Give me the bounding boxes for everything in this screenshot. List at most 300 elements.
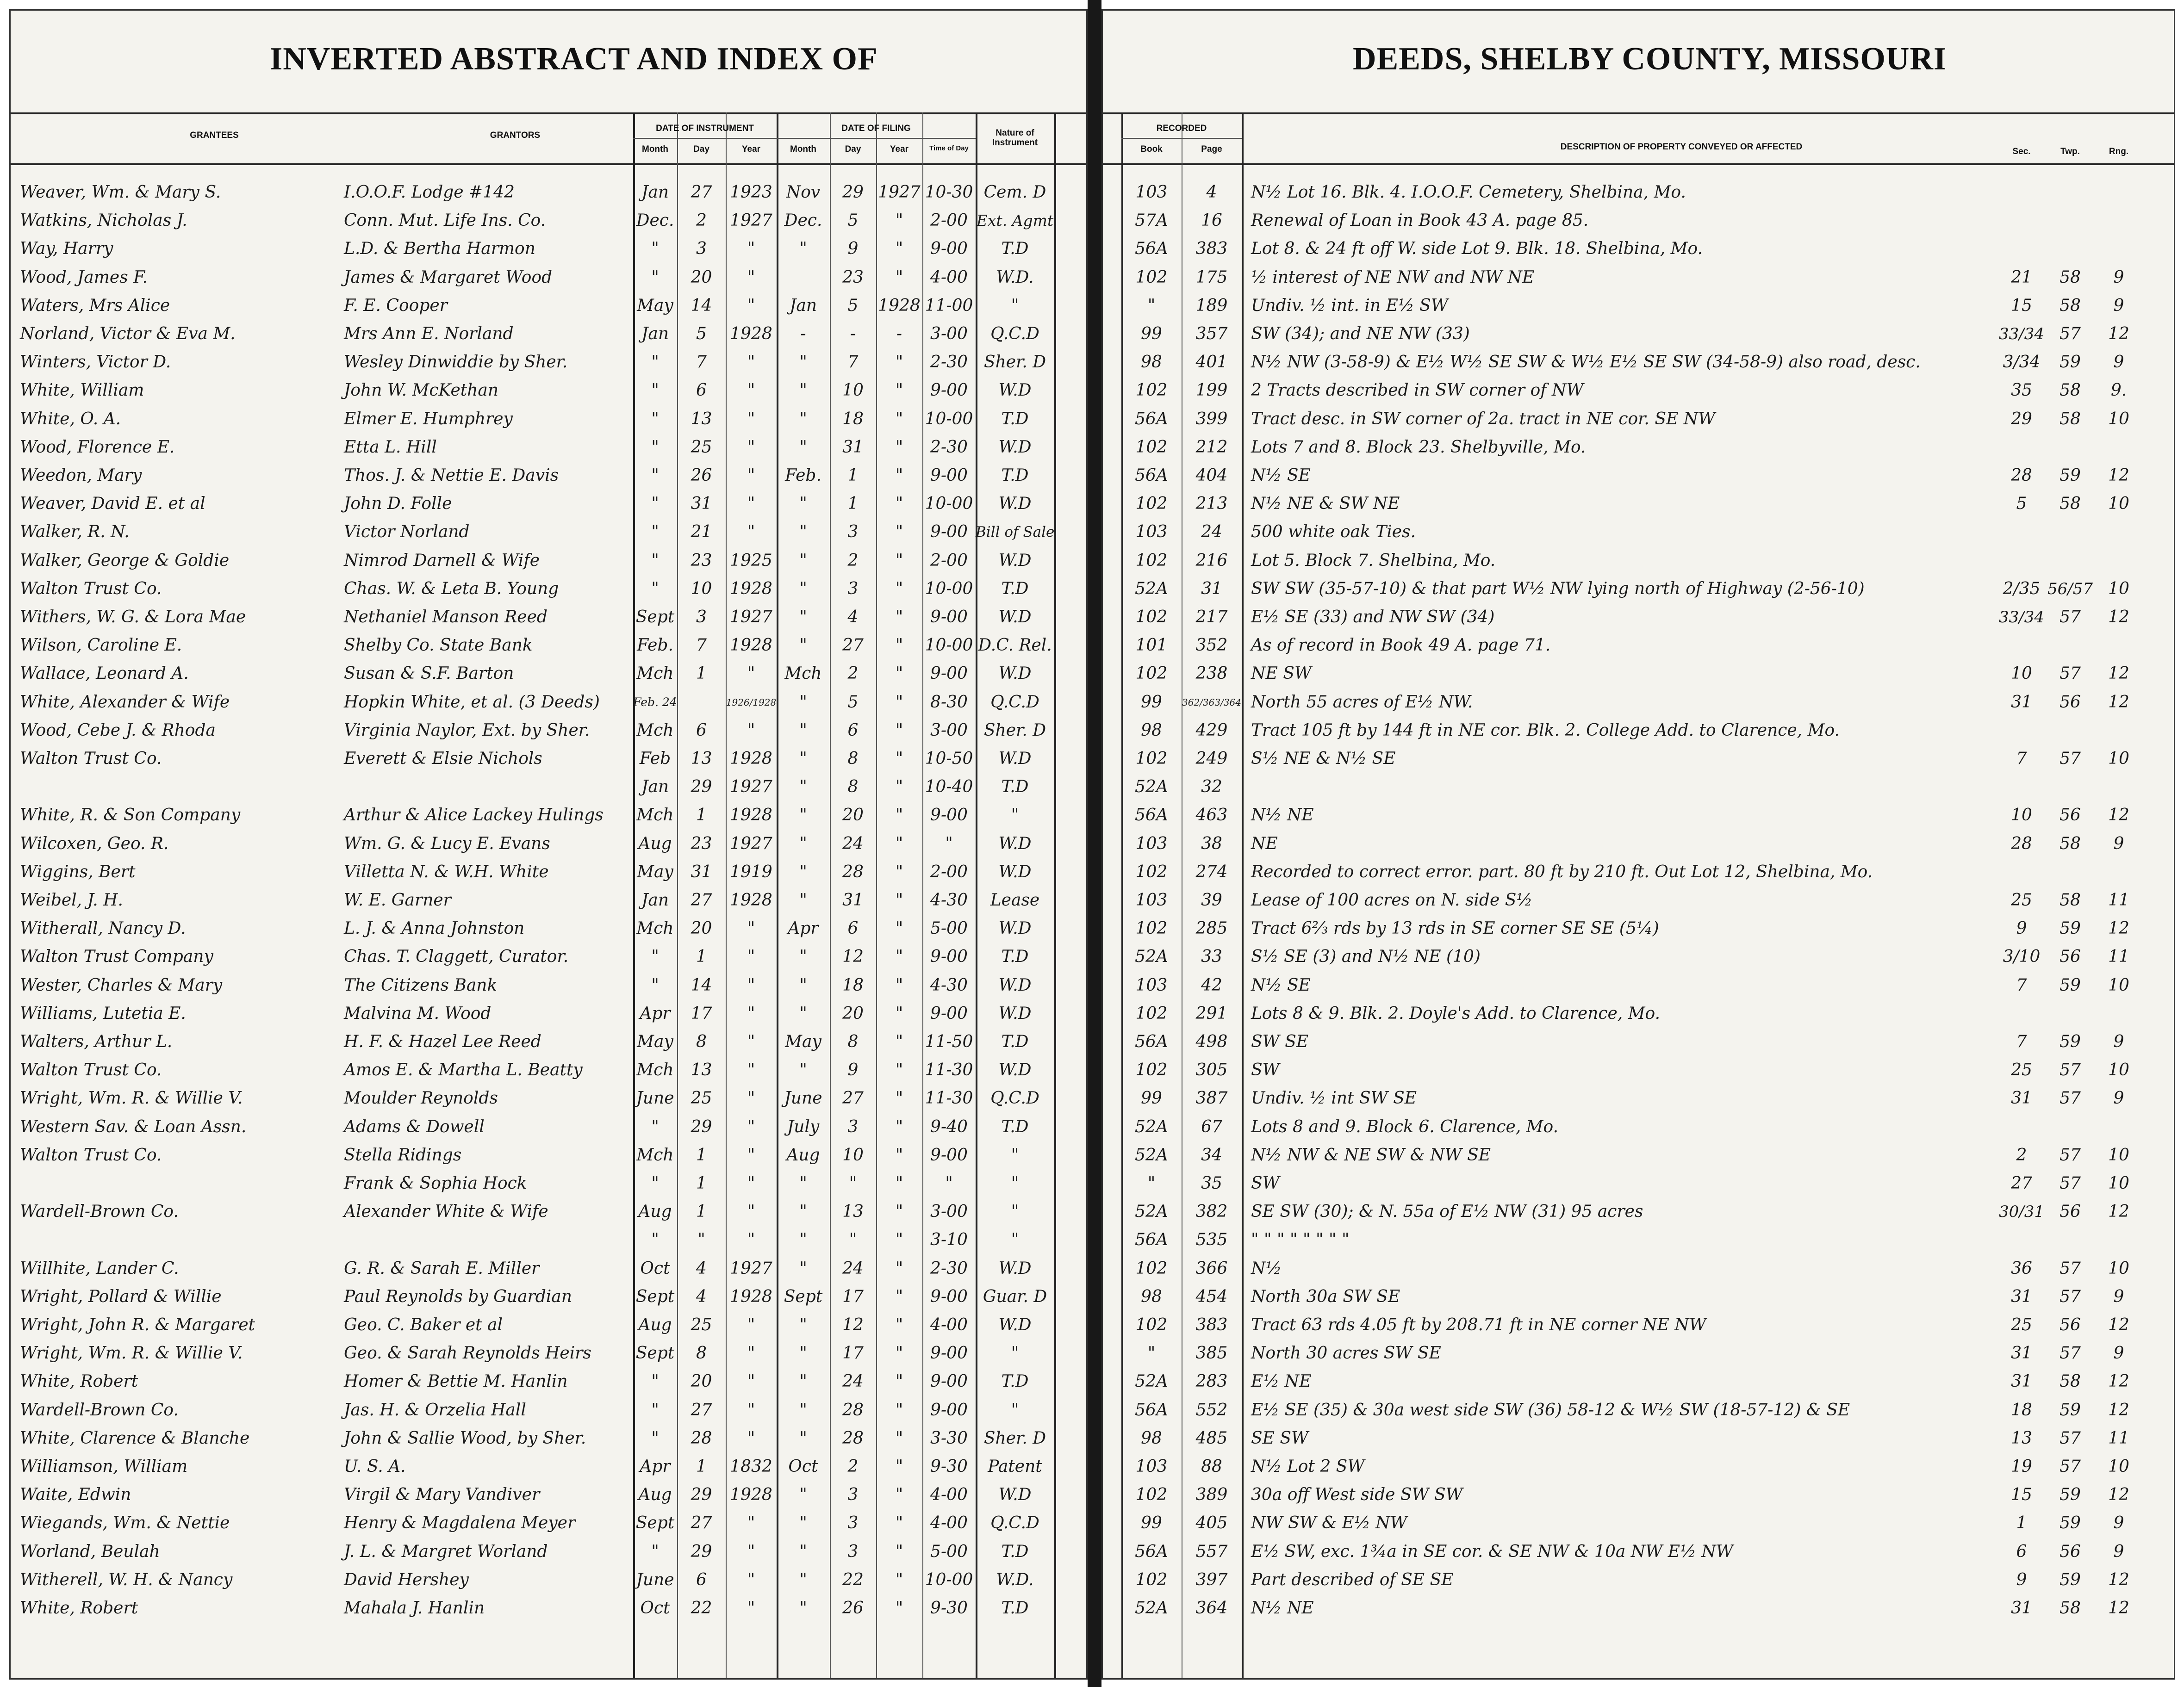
filing-month-cell: "	[799, 636, 807, 655]
filing-month-cell: Apr	[788, 919, 819, 938]
instrument-year-cell: "	[747, 409, 755, 428]
instrument-month-cell: Mch	[636, 919, 674, 938]
book-cell: 103	[1135, 522, 1168, 542]
instrument-month-cell: Apr	[640, 1004, 671, 1023]
nature-header: Nature of Instrument	[992, 128, 1038, 148]
grantee-cell: Walton Trust Co.	[20, 579, 162, 598]
filing-day-cell: 28	[842, 1428, 864, 1448]
left-table-row	[11, 1400, 1086, 1421]
description-cell: SW SW (35-57-10) & that part W½ NW lying north of Highway (2-56-10)	[1251, 579, 1865, 598]
instrument-day-cell: 3	[696, 239, 707, 259]
instrument-year-cell: "	[747, 947, 755, 967]
nature-cell: W.D	[998, 834, 1032, 853]
book-gutter	[1088, 0, 1101, 1687]
twp-cell: 57	[2060, 664, 2081, 683]
grantee-cell: Wardell-Brown Co.	[20, 1400, 179, 1420]
instrument-month-cell: Mch	[636, 664, 674, 683]
grantor-cell: Amos E. & Martha L. Beatty	[344, 1061, 583, 1080]
instrument-day-cell: 27	[691, 891, 712, 910]
grantor-cell: Hopkin White, et al. (3 Deeds)	[344, 692, 600, 712]
filing-year-cell: 1927	[878, 183, 921, 202]
instrument-day-cell: 1	[696, 806, 707, 825]
book-cell: 56A	[1135, 466, 1168, 485]
recorded-header: RECORDED	[1156, 124, 1207, 133]
instrument-day-cell: 14	[691, 296, 712, 315]
description-header: DESCRIPTION OF PROPERTY CONVEYED OR AFFECTED	[1560, 142, 1803, 152]
instrument-day-cell: 20	[691, 1372, 712, 1391]
rng-cell: 10	[2108, 1174, 2129, 1193]
twp-cell: 58	[2060, 1599, 2081, 1618]
filing-year-cell: "	[895, 975, 903, 995]
book-cell: 98	[1141, 1287, 1162, 1306]
twp-cell: 57	[2060, 1344, 2081, 1363]
page-cell: 463	[1195, 806, 1228, 825]
grantee-cell: Willhite, Lander C.	[20, 1259, 179, 1278]
instrument-year-cell: "	[747, 1344, 755, 1363]
date-of-filing-header: DATE OF FILING	[841, 124, 911, 133]
grantor-cell: John & Sallie Wood, by Sher.	[344, 1428, 586, 1448]
page-cell: 4	[1206, 183, 1217, 202]
sec-cell: 5	[2016, 494, 2027, 514]
right-table-row	[1103, 267, 2174, 288]
instrument-day-cell: 5	[696, 324, 707, 343]
instrument-year-cell: "	[747, 466, 755, 485]
right-table-row	[1103, 493, 2174, 515]
filing-day-cell: 20	[842, 1004, 864, 1023]
instrument-day-cell: 3	[696, 608, 707, 626]
rng-cell: 9	[2113, 1542, 2124, 1561]
filing-day-cell: 18	[842, 975, 864, 995]
filing-year-cell: "	[895, 692, 903, 712]
grantee-cell: Watkins, Nicholas J.	[20, 211, 187, 230]
time-of-day-cell: 10-00	[925, 409, 973, 428]
filing-year-cell: "	[895, 1400, 903, 1420]
grantee-cell: Way, Harry	[20, 239, 113, 259]
rng-cell: 12	[2108, 919, 2129, 938]
nature-cell: W.D	[998, 608, 1032, 626]
page-cell: 387	[1195, 1089, 1228, 1108]
sec-cell: 31	[2011, 692, 2032, 712]
filing-month-cell: June	[784, 1089, 822, 1108]
rng-cell: 12	[2108, 608, 2129, 626]
book-cell: 102	[1135, 551, 1168, 570]
description-cell: NW SW & E½ NW	[1251, 1513, 1407, 1533]
filing-year-cell: "	[895, 381, 903, 400]
filing-month-cell: "	[799, 891, 807, 910]
filing-day-cell: 27	[842, 636, 864, 655]
grantee-cell: Weaver, Wm. & Mary S.	[20, 183, 221, 202]
grantor-cell: Villetta N. & W.H. White	[344, 862, 549, 881]
instrument-year-cell: "	[747, 1117, 755, 1136]
right-table-row	[1103, 1031, 2174, 1053]
book-cell: 99	[1141, 692, 1162, 712]
twp-cell: 57	[2060, 324, 2081, 343]
filing-day-cell: 29	[842, 183, 864, 202]
grantor-cell: L. J. & Anna Johnston	[344, 919, 525, 938]
book-cell: 56A	[1135, 1542, 1168, 1561]
description-cell: N½ NW (3-58-9) & E½ W½ SE SW & W½ E½ SE SW (34-58-9) also road, desc.	[1251, 353, 1921, 372]
twp-cell: 58	[2060, 267, 2081, 287]
instrument-month-cell: "	[651, 522, 659, 542]
page-cell: 405	[1195, 1513, 1228, 1533]
description-cell: " " " " " " " "	[1251, 1230, 1350, 1250]
book-cell: 56A	[1135, 239, 1168, 259]
nature-cell: T.D	[1001, 947, 1029, 967]
left-table-row	[11, 1173, 1086, 1194]
filing-day-cell: 3	[847, 1513, 859, 1533]
instrument-day-cell: 20	[691, 267, 712, 287]
filing-month-cell: "	[799, 1344, 807, 1363]
filing-month-cell: "	[799, 1061, 807, 1080]
nature-cell: W.D	[998, 862, 1032, 881]
description-cell: Lots 8 and 9. Block 6. Clarence, Mo.	[1251, 1117, 1559, 1136]
page-cell: 485	[1195, 1428, 1228, 1448]
page-cell: 399	[1195, 409, 1228, 428]
filing-month-cell: Dec.	[784, 211, 822, 230]
sec-header: Sec.	[2012, 147, 2031, 156]
filing-year-cell: -	[896, 324, 902, 343]
instrument-month-cell: "	[651, 947, 659, 967]
nature-cell: W.D	[998, 664, 1032, 683]
time-of-day-cell: 11-30	[925, 1089, 973, 1108]
filing-year-cell: "	[895, 862, 903, 881]
filing-year-cell: "	[895, 1287, 903, 1306]
grantee-cell: White, Alexander & Wife	[20, 692, 230, 712]
book-cell: 52A	[1135, 1202, 1168, 1222]
nature-cell: Q.C.D	[990, 692, 1039, 712]
nature-cell: Q.C.D	[990, 1089, 1039, 1108]
time-of-day-cell: 9-00	[930, 1372, 968, 1391]
left-table-row	[11, 1428, 1086, 1449]
grantor-cell: Jas. H. & Orzelia Hall	[344, 1400, 526, 1420]
time-of-day-cell: 4-00	[930, 1485, 968, 1505]
grantor-cell: David Hershey	[344, 1570, 469, 1589]
left-table-row	[11, 437, 1086, 458]
filing-day-cell: 9	[847, 1061, 859, 1080]
twp-cell: 56/57	[2047, 579, 2093, 598]
time-of-day-cell: 9-00	[930, 239, 968, 259]
sec-cell: 3/10	[2003, 947, 2041, 967]
rng-cell: 9	[2113, 834, 2124, 853]
twp-cell: 56	[2060, 947, 2081, 967]
grantor-cell: H. F. & Hazel Lee Reed	[344, 1032, 541, 1051]
filing-day-cell: 8	[847, 749, 859, 768]
nature-cell: T.D	[1001, 1599, 1029, 1618]
page-cell: 67	[1201, 1117, 1222, 1136]
page-cell: 16	[1201, 211, 1222, 230]
nature-cell: W.D.	[996, 267, 1034, 287]
book-cell: 102	[1135, 1570, 1168, 1589]
book-cell: 56A	[1135, 409, 1168, 428]
grantee-cell: Wright, Wm. R. & Willie V.	[20, 1089, 243, 1108]
page-cell: 283	[1195, 1372, 1228, 1391]
time-of-day-cell: 3-00	[930, 324, 968, 343]
filing-month-cell: "	[799, 551, 807, 570]
sec-cell: 36	[2011, 1259, 2032, 1278]
instrument-day-cell: 27	[691, 1513, 712, 1533]
instrument-year-cell: 1919	[730, 862, 772, 881]
filing-month-cell: Nov	[786, 183, 821, 202]
filing-day-cell: 26	[842, 1599, 864, 1618]
left-table-row	[11, 210, 1086, 231]
grantor-cell: Everett & Elsie Nichols	[344, 749, 542, 768]
filing-month-cell: "	[799, 720, 807, 740]
description-cell: SW	[1251, 1061, 1280, 1080]
sec-cell: 18	[2011, 1400, 2032, 1420]
grantee-cell: Walker, George & Goldie	[20, 551, 230, 570]
filing-month-cell: Sept	[784, 1287, 823, 1306]
grantor-cell: L.D. & Bertha Harmon	[344, 239, 535, 259]
filing-day-cell: 28	[842, 862, 864, 881]
instrument-day-cell: 2	[696, 211, 707, 230]
filing-year-cell: "	[895, 494, 903, 514]
time-of-day-cell: 9-00	[930, 1400, 968, 1420]
rng-cell: 10	[2108, 749, 2129, 768]
time-of-day-cell: 9-00	[930, 1344, 968, 1363]
grantee-cell: Wilson, Caroline E.	[20, 636, 182, 655]
right-table-row	[1103, 1229, 2174, 1251]
instrument-year-cell: "	[747, 1174, 755, 1193]
left-table-row	[11, 295, 1086, 316]
grantee-cell: Wood, Cebe J. & Rhoda	[20, 720, 216, 740]
sec-cell: 31	[2011, 1344, 2032, 1363]
instrument-day-cell: 29	[691, 1542, 712, 1561]
instrument-day-cell: 8	[696, 1032, 707, 1051]
grantor-cell: John D. Folle	[344, 494, 452, 514]
sec-cell: 2/35	[2003, 579, 2041, 598]
filing-day-cell: 2	[847, 664, 859, 683]
twp-cell: 56	[2060, 1202, 2081, 1222]
nature-cell: Guar. D	[983, 1287, 1047, 1306]
grantee-cell: White, Robert	[20, 1372, 138, 1391]
page-cell: 35	[1201, 1174, 1222, 1193]
rng-cell: 10	[2108, 975, 2129, 995]
filing-month-cell: "	[799, 947, 807, 967]
instrument-day-cell: 27	[691, 183, 712, 202]
sec-cell: 10	[2011, 664, 2032, 683]
filing-year-cell: "	[895, 1513, 903, 1533]
instrument-day-cell: 13	[691, 409, 712, 428]
twp-cell: 59	[2060, 353, 2081, 372]
grantee-cell: White, Clarence & Blanche	[20, 1428, 250, 1448]
filing-month-cell: -	[800, 324, 806, 343]
grantor-cell: John W. McKethan	[344, 381, 499, 400]
instrument-month-cell: "	[651, 1117, 659, 1136]
instrument-month-cell: "	[651, 494, 659, 514]
instrument-month-cell: Feb	[639, 749, 671, 768]
twp-cell: 57	[2060, 1061, 2081, 1080]
filing-year-cell: "	[895, 1259, 903, 1278]
right-table-row	[1103, 1088, 2174, 1109]
right-table-row	[1103, 748, 2174, 769]
right-table-row	[1103, 776, 2174, 798]
sec-cell: 19	[2011, 1457, 2032, 1476]
instrument-month-cell: Sept	[635, 1287, 675, 1306]
right-table-row	[1103, 578, 2174, 600]
description-cell: E½ SW, exc. 1¾a in SE cor. & SE NW & 10a NW E½ NW	[1251, 1542, 1733, 1561]
filing-month-cell: "	[799, 1570, 807, 1589]
grantee-cell: Williams, Lutetia E.	[20, 1004, 186, 1023]
instrument-year-cell: "	[747, 437, 755, 457]
instrument-year-cell: "	[747, 720, 755, 740]
description-cell: N½ SE	[1251, 975, 1311, 995]
instrument-month-cell: May	[637, 862, 673, 881]
left-table-row	[11, 409, 1086, 430]
instrument-month-cell: "	[651, 267, 659, 287]
nature-cell: W.D.	[996, 1570, 1034, 1589]
filing-year-cell: "	[895, 777, 903, 797]
header-bottom-rule	[1103, 163, 2174, 165]
instrument-month-cell: Mch	[636, 1145, 674, 1165]
nature-cell: W.D	[998, 749, 1032, 768]
instrument-month-cell: Aug	[638, 1485, 672, 1505]
filing-month-cell: "	[799, 975, 807, 995]
page-cell: 535	[1195, 1230, 1228, 1250]
left-table-row	[11, 1258, 1086, 1279]
right-table-row	[1103, 1598, 2174, 1619]
instrument-month-cell: May	[637, 1032, 673, 1051]
page-cell: 498	[1195, 1032, 1228, 1051]
page-cell: 389	[1195, 1485, 1228, 1505]
instrument-day-cell: 13	[691, 1061, 712, 1080]
filing-day-cell: 6	[847, 720, 859, 740]
sec-cell: 7	[2016, 975, 2027, 995]
twp-cell: 56	[2060, 1315, 2081, 1334]
filing-day-cell: 5	[847, 296, 859, 315]
instrument-day-cell: "	[697, 1230, 705, 1250]
nature-cell: T.D	[1001, 466, 1029, 485]
rng-cell: 12	[2108, 324, 2129, 343]
filing-month-cell: "	[799, 1400, 807, 1420]
page-cell: 383	[1195, 239, 1228, 259]
left-table-row	[11, 918, 1086, 939]
page-cell: 39	[1201, 891, 1222, 910]
right-table-row	[1103, 1541, 2174, 1563]
book-cell: 52A	[1135, 947, 1168, 967]
description-cell: SW (34); and NE NW (33)	[1251, 324, 1470, 343]
instrument-month-cell: Feb. 24	[633, 695, 677, 709]
description-cell: N½ NE	[1251, 806, 1314, 825]
description-cell: ½ interest of NE NW and NW NE	[1251, 267, 1535, 287]
instrument-year-cell: "	[747, 1004, 755, 1023]
book-cell: 103	[1135, 834, 1168, 853]
filing-month-cell: "	[799, 1202, 807, 1222]
book-cell: 101	[1135, 636, 1168, 655]
time-of-day-cell: 2-00	[930, 211, 968, 230]
time-of-day-cell: 10-00	[925, 636, 973, 655]
instrument-month-cell: Apr	[640, 1457, 671, 1476]
book-cell: 98	[1141, 353, 1162, 372]
sec-cell: 30/31	[1999, 1203, 2044, 1222]
page-cell: 175	[1195, 267, 1228, 287]
sec-cell: 31	[2011, 1287, 2032, 1306]
filing-year-cell: "	[895, 1032, 903, 1051]
right-table-row	[1103, 1145, 2174, 1166]
grantor-cell: Virgil & Mary Vandiver	[344, 1485, 540, 1505]
book-cell: 103	[1135, 183, 1168, 202]
instrument-year-cell: 1832	[730, 1457, 772, 1476]
right-table-row	[1103, 210, 2174, 231]
rng-cell: 10	[2108, 494, 2129, 514]
instrument-day-cell: 6	[696, 1570, 707, 1589]
rng-cell: 10	[2108, 409, 2129, 428]
filing-month-cell: "	[799, 1004, 807, 1023]
filing-month-cell: "	[799, 1259, 807, 1278]
filing-day-cell: 5	[847, 692, 859, 712]
instrument-month-cell: Aug	[638, 834, 672, 853]
nature-cell: T.D	[1001, 409, 1029, 428]
filing-year-cell: "	[895, 409, 903, 428]
nature-cell: Patent	[988, 1457, 1042, 1476]
right-table-row	[1103, 1116, 2174, 1138]
right-table-row	[1103, 1456, 2174, 1477]
grantor-cell: Geo. & Sarah Reynolds Heirs	[344, 1344, 591, 1363]
time-of-day-cell: 10-40	[925, 777, 973, 797]
instrument-year-cell: 1923	[730, 183, 772, 202]
filing-day-cell: 10	[842, 1145, 864, 1165]
time-of-day-cell: 2-30	[930, 437, 968, 457]
right-table-row	[1103, 805, 2174, 826]
page-cell: 552	[1195, 1400, 1228, 1420]
header-top-rule	[1103, 112, 2174, 114]
rng-cell: 9	[2113, 296, 2124, 315]
nature-cell: W.D	[998, 1315, 1032, 1334]
filing-day-cell: 2	[847, 1457, 859, 1476]
left-table-row	[11, 748, 1086, 769]
page-cell: 199	[1195, 381, 1228, 400]
rng-cell: 12	[2108, 664, 2129, 683]
right-table-row	[1103, 1003, 2174, 1024]
nature-cell: Sher. D	[983, 720, 1046, 740]
grantor-cell: Chas. T. Claggett, Curator.	[344, 947, 569, 967]
grantee-cell: Wright, John R. & Margaret	[20, 1315, 255, 1334]
time-of-day-cell: 9-00	[930, 1145, 968, 1165]
description-cell: North 30a SW SE	[1251, 1287, 1400, 1306]
left-table-row	[11, 1484, 1086, 1506]
book-cell: 102	[1135, 1259, 1168, 1278]
instrument-day-cell: 25	[691, 437, 712, 457]
instrument-month-cell: Dec.	[636, 211, 674, 230]
instrument-day-cell: 1	[696, 1457, 707, 1476]
instrument-year-cell: 1927	[730, 777, 772, 797]
page-cell: 238	[1195, 664, 1228, 683]
instrument-year-cell: "	[747, 664, 755, 683]
instrument-month-cell: "	[651, 1428, 659, 1448]
filing-month-cell: "	[799, 381, 807, 400]
instrument-year-cell: "	[747, 1428, 755, 1448]
instrument-day-cell: 17	[691, 1004, 712, 1023]
grantor-cell: Frank & Sophia Hock	[344, 1174, 527, 1193]
filing-day-cell: 8	[847, 777, 859, 797]
instrument-day-cell: 7	[696, 636, 707, 655]
book-cell: 52A	[1135, 1599, 1168, 1618]
instrument-day-cell: 29	[691, 1485, 712, 1505]
twp-cell: 58	[2060, 1372, 2081, 1391]
instrument-year-cell: 1927	[730, 211, 772, 230]
nature-cell: W.D	[998, 919, 1032, 938]
grantor-cell: F. E. Cooper	[344, 296, 448, 315]
description-cell: E½ NE	[1251, 1372, 1312, 1391]
left-table-row	[11, 1060, 1086, 1081]
filing-month-cell: "	[799, 353, 807, 372]
filing-year-cell: "	[895, 608, 903, 626]
time-of-day-cell: 10-30	[925, 183, 973, 202]
filing-day-cell: 28	[842, 1400, 864, 1420]
grantor-cell: Susan & S.F. Barton	[344, 664, 514, 683]
filing-year-cell: "	[895, 1428, 903, 1448]
right-table-row	[1103, 1315, 2174, 1336]
page-cell: 32	[1201, 777, 1222, 797]
